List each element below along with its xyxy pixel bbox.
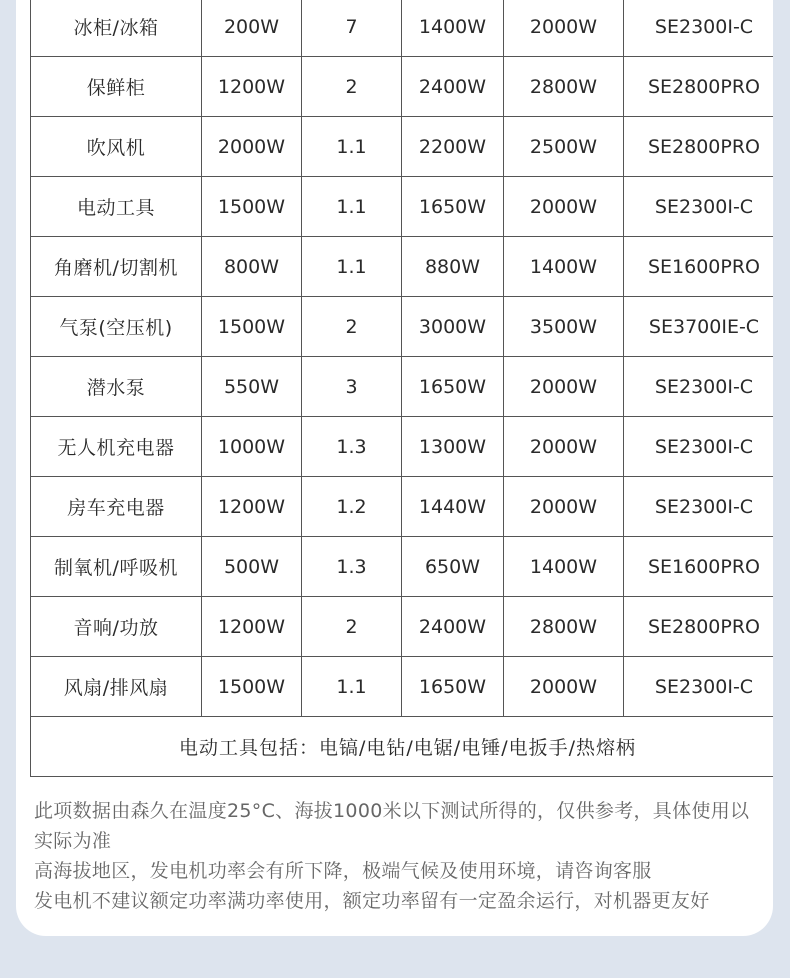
recommended-power-cell: 2800W: [504, 597, 624, 657]
startup-factor-cell: 2: [302, 597, 402, 657]
recommended-power-cell: 2000W: [504, 0, 624, 57]
startup-factor-cell: 1.2: [302, 477, 402, 537]
footnote-rated-power: 发电机不建议额定功率满功率使用，额定功率留有一定盈余运行，对机器更友好: [34, 890, 710, 912]
recommended-power-cell: 1400W: [504, 237, 624, 297]
footnote-test-conditions: 此项数据由森久在温度25°C、海拔1000米以下测试所得的，仅供参考，具体使用以实际为准: [34, 800, 750, 852]
appliance-cell: 潜水泵: [31, 357, 202, 417]
startup-factor-cell: 2: [302, 297, 402, 357]
startup-power-cell: 2400W: [402, 597, 504, 657]
model-cell: SE2300I-C: [624, 417, 774, 477]
rated-power-cell: 1500W: [202, 297, 302, 357]
table-row: [31, 177, 774, 237]
model-cell: SE2800PRO: [624, 117, 774, 177]
table-row: [31, 477, 774, 537]
rated-power-cell: 200W: [202, 0, 302, 57]
appliance-cell: 保鲜柜: [31, 57, 202, 117]
model-cell: SE2300I-C: [624, 477, 774, 537]
table-row: [31, 657, 774, 717]
appliance-cell: 音响/功放: [31, 597, 202, 657]
table-row: [31, 537, 774, 597]
footnotes: [34, 796, 754, 916]
startup-power-cell: 1440W: [402, 477, 504, 537]
startup-power-cell: 1400W: [402, 0, 504, 57]
model-cell: SE3700IE-C: [624, 297, 774, 357]
table-row: [31, 417, 774, 477]
recommended-power-cell: 2000W: [504, 417, 624, 477]
startup-power-cell: 1650W: [402, 357, 504, 417]
recommended-power-cell: 2000W: [504, 657, 624, 717]
appliance-cell: 制氧机/呼吸机: [31, 537, 202, 597]
model-cell: SE2300I-C: [624, 0, 774, 57]
power-spec-table: [30, 0, 773, 777]
rated-power-cell: 1000W: [202, 417, 302, 477]
startup-power-cell: 650W: [402, 537, 504, 597]
recommended-power-cell: 2000W: [504, 177, 624, 237]
model-cell: SE2300I-C: [624, 177, 774, 237]
rated-power-cell: 1200W: [202, 477, 302, 537]
appliance-cell: 吹风机: [31, 117, 202, 177]
recommended-power-cell: 2800W: [504, 57, 624, 117]
appliance-cell: 气泵(空压机): [31, 297, 202, 357]
model-cell: SE1600PRO: [624, 237, 774, 297]
rated-power-cell: 550W: [202, 357, 302, 417]
recommended-power-cell: 2500W: [504, 117, 624, 177]
startup-factor-cell: 1.3: [302, 537, 402, 597]
rated-power-cell: 1500W: [202, 657, 302, 717]
startup-factor-cell: 1.1: [302, 177, 402, 237]
startup-factor-cell: 7: [302, 0, 402, 57]
startup-power-cell: 3000W: [402, 297, 504, 357]
startup-factor-cell: 3: [302, 357, 402, 417]
table-body: [31, 0, 774, 777]
table-row: [31, 357, 774, 417]
appliance-cell: 角磨机/切割机: [31, 237, 202, 297]
appliance-cell: 电动工具: [31, 177, 202, 237]
startup-factor-cell: 2: [302, 57, 402, 117]
table-row: [31, 57, 774, 117]
startup-factor-cell: 1.1: [302, 117, 402, 177]
appliance-cell: 冰柜/冰箱: [31, 0, 202, 57]
recommended-power-cell: 2000W: [504, 477, 624, 537]
startup-factor-cell: 1.1: [302, 657, 402, 717]
appliance-cell: 风扇/排风扇: [31, 657, 202, 717]
model-cell: SE2800PRO: [624, 597, 774, 657]
table-row: [31, 297, 774, 357]
recommended-power-cell: 2000W: [504, 357, 624, 417]
rated-power-cell: 2000W: [202, 117, 302, 177]
table-row: [31, 117, 774, 177]
rated-power-cell: 1500W: [202, 177, 302, 237]
rated-power-cell: 1200W: [202, 597, 302, 657]
model-cell: SE2300I-C: [624, 357, 774, 417]
rated-power-cell: 800W: [202, 237, 302, 297]
recommended-power-cell: 3500W: [504, 297, 624, 357]
content-card: [16, 0, 773, 936]
footnote-high-altitude: 高海拔地区，发电机功率会有所下降，极端气候及使用环境，请咨询客服: [34, 860, 652, 882]
table-row: [31, 597, 774, 657]
startup-power-cell: 1650W: [402, 657, 504, 717]
recommended-power-cell: 1400W: [504, 537, 624, 597]
model-cell: SE2800PRO: [624, 57, 774, 117]
table-row: [31, 0, 774, 57]
power-tools-note: 电动工具包括：电镐/电钻/电锯/电锤/电扳手/热熔柄: [31, 717, 774, 777]
appliance-cell: 房车充电器: [31, 477, 202, 537]
startup-factor-cell: 1.1: [302, 237, 402, 297]
model-cell: SE1600PRO: [624, 537, 774, 597]
startup-power-cell: 2400W: [402, 57, 504, 117]
table-row: [31, 237, 774, 297]
rated-power-cell: 1200W: [202, 57, 302, 117]
rated-power-cell: 500W: [202, 537, 302, 597]
startup-factor-cell: 1.3: [302, 417, 402, 477]
startup-power-cell: 880W: [402, 237, 504, 297]
appliance-cell: 无人机充电器: [31, 417, 202, 477]
startup-power-cell: 1300W: [402, 417, 504, 477]
model-cell: SE2300I-C: [624, 657, 774, 717]
startup-power-cell: 1650W: [402, 177, 504, 237]
startup-power-cell: 2200W: [402, 117, 504, 177]
table-note-row: [31, 717, 774, 777]
